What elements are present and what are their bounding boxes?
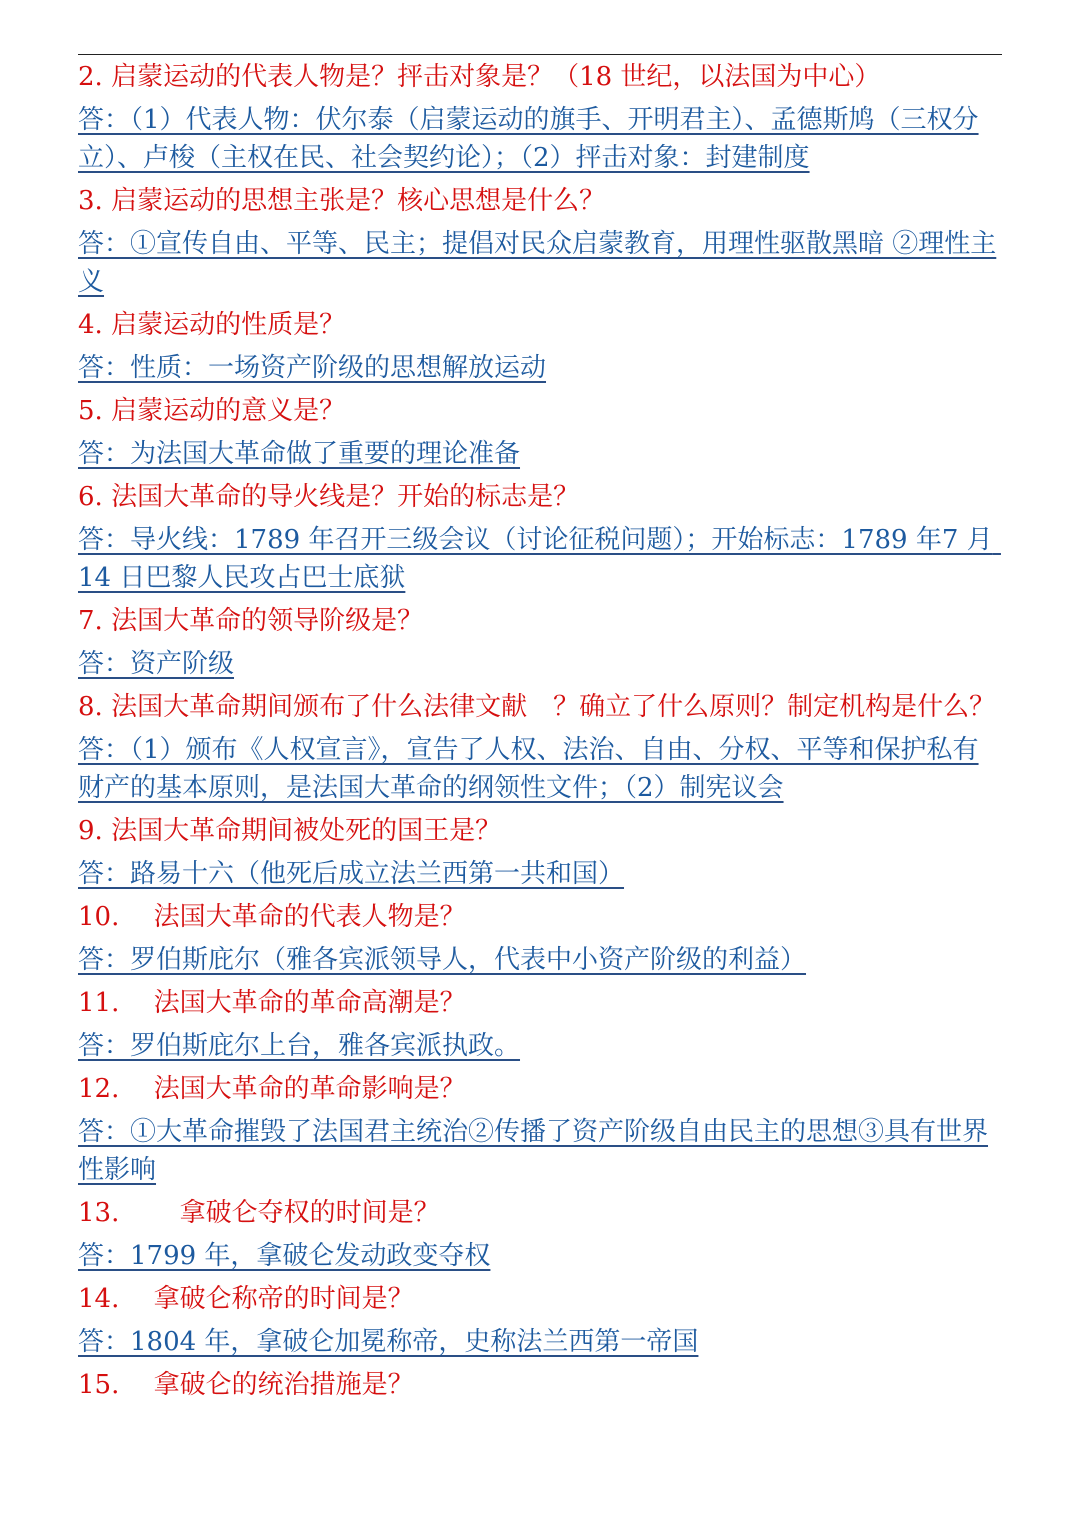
question-15: 15. 拿破仑的统治措施是？ <box>78 1370 414 1400</box>
question-7: 7. 法国大革命的领导阶级是？ <box>78 606 424 636</box>
question-11: 11. 法国大革命的革命高潮是？ <box>78 988 466 1018</box>
question-13: 13. 拿破仑夺权的时间是？ <box>78 1198 440 1228</box>
answer-6: 答：导火线：1789 年召开三级会议（讨论征税问题）；开始标志：1789 年7 月 14 日巴黎人民攻占巴士底狱 <box>78 525 1001 593</box>
question-4: 4. 启蒙运动的性质是？ <box>78 310 346 340</box>
answer-3: 答：①宣传自由、平等、民主；提倡对民众启蒙教育，用理性驱散黑暗 ②理性主义 <box>78 229 997 297</box>
answer-12: 答：①大革命摧毁了法国君主统治②传播了资产阶级自由民主的思想③具有世界性影响 <box>78 1117 989 1185</box>
answer-5: 答：为法国大革命做了重要的理论准备 <box>78 439 521 469</box>
question-14: 14. 拿破仑称帝的时间是？ <box>78 1284 414 1314</box>
answer-13: 答：1799 年，拿破仑发动政变夺权 <box>78 1241 491 1271</box>
answer-2: 答：（1）代表人物：伏尔泰（启蒙运动的旗手、开明君主）、孟德斯鸠（三权分立）、卢梭（主权在民、社会契约论）；（2）抨击对象：封建制度 <box>78 105 979 173</box>
answer-9: 答：路易十六（他死后成立法兰西第一共和国） <box>78 859 625 889</box>
qa-list <box>78 58 1002 1409</box>
top-divider <box>78 54 1002 55</box>
question-6: 6. 法国大革命的导火线是？开始的标志是？ <box>78 482 580 512</box>
answer-10: 答：罗伯斯庇尔（雅各宾派领导人，代表中小资产阶级的利益） <box>78 945 807 975</box>
answer-8: 答：（1）颁布《人权宣言》，宣告了人权、法治、自由、分权、平等和保护私有财产的基本原则，是法国大革命的纲领性文件；（2）制宪议会 <box>78 735 979 803</box>
answer-7: 答：资产阶级 <box>78 649 235 679</box>
question-12: 12. 法国大革命的革命影响是？ <box>78 1074 466 1104</box>
question-10: 10. 法国大革命的代表人物是？ <box>78 902 466 932</box>
question-5: 5. 启蒙运动的意义是？ <box>78 396 346 426</box>
question-3: 3. 启蒙运动的思想主张是？核心思想是什么？ <box>78 186 606 216</box>
question-2: 2. 启蒙运动的代表人物是？抨击对象是？（18 世纪，以法国为中心） <box>78 62 881 92</box>
answer-14: 答：1804 年，拿破仑加冕称帝，史称法兰西第一帝国 <box>78 1327 699 1357</box>
answer-4: 答：性质：一场资产阶级的思想解放运动 <box>78 353 547 383</box>
question-9: 9. 法国大革命期间被处死的国王是？ <box>78 816 502 846</box>
answer-11: 答：罗伯斯庇尔上台，雅各宾派执政。 <box>78 1031 521 1061</box>
question-8: 8. 法国大革命期间颁布了什么法律文献 ？确立了什么原则？制定机构是什么？ <box>78 692 996 722</box>
